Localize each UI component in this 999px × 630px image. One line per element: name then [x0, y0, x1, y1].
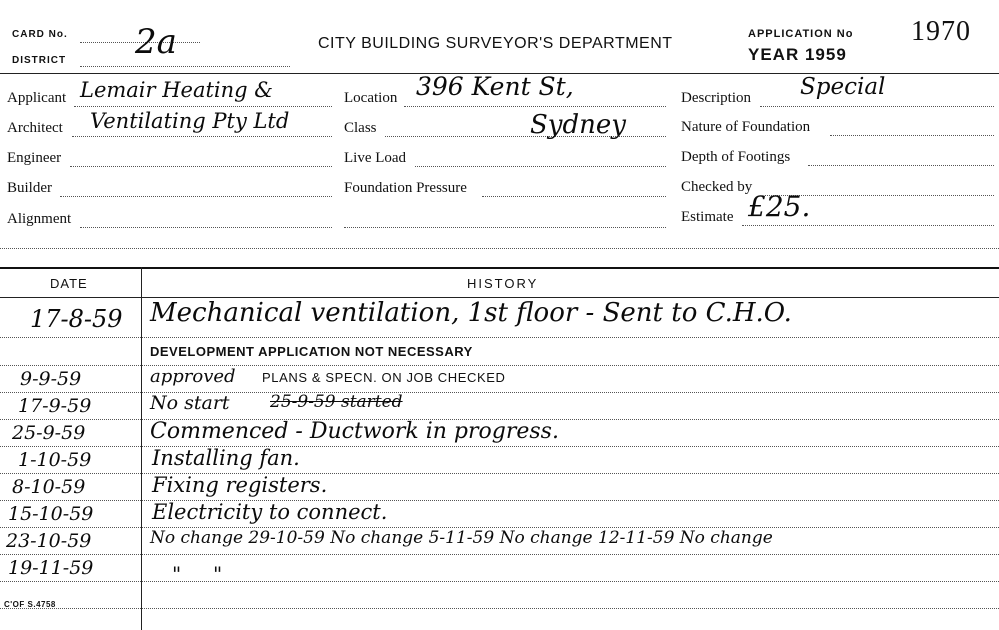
alignment-line	[80, 227, 332, 228]
fields-bottom-dotted	[0, 248, 999, 249]
class-value: Sydney	[530, 110, 626, 140]
foundation-pressure-line	[482, 196, 666, 197]
depth-of-footings-line	[808, 165, 994, 166]
history-entry: No start	[150, 392, 230, 414]
engineer-label: Engineer	[7, 150, 62, 166]
struck-entry: 25-9-59 started	[270, 392, 403, 412]
column2-blank-line	[344, 227, 666, 228]
history-line	[0, 554, 999, 555]
history-date: 15-10-59	[8, 503, 94, 525]
history-date: 9-9-59	[20, 368, 82, 390]
estimate-label: Estimate	[681, 209, 734, 225]
district-line	[80, 66, 290, 67]
alignment-label: Alignment	[7, 211, 72, 227]
history-entry: Installing fan.	[152, 446, 300, 470]
description-label: Description	[681, 90, 751, 106]
builder-label: Builder	[7, 180, 52, 196]
development-stamp: DEVELOPMENT APPLICATION NOT NECESSARY	[150, 344, 473, 359]
location-line	[404, 106, 666, 107]
history-date: 17-9-59	[18, 395, 92, 417]
nature-of-foundation-line	[830, 135, 994, 136]
applicant-value: Lemair Heating &	[80, 78, 273, 102]
history-entry: Mechanical ventilation, 1st floor - Sent to C.H.O.	[150, 298, 792, 328]
ditto-marks: " "	[172, 562, 223, 586]
history-date: 19-11-59	[8, 557, 94, 579]
description-line	[760, 106, 994, 107]
applicant-line	[74, 106, 332, 107]
department-title: CITY BUILDING SURVEYOR'S DEPARTMENT	[318, 35, 673, 52]
foundation-pressure-label: Foundation Pressure	[344, 180, 467, 196]
live-load-label: Live Load	[344, 150, 407, 166]
history-line	[0, 473, 999, 474]
history-date: 17-8-59	[30, 305, 123, 333]
district-label: DISTRICT	[12, 55, 67, 66]
history-entry: No change 29-10-59 No change 5-11-59 No change 12-11-59 No change	[150, 528, 773, 548]
district-value: 2a	[135, 22, 177, 62]
form-code: C'OF S.4758	[4, 600, 56, 609]
location-value: 396 Kent St,	[416, 72, 574, 101]
date-column-divider	[141, 267, 142, 630]
history-line	[0, 581, 999, 582]
history-entry: Electricity to connect.	[152, 500, 388, 524]
application-no-label: APPLICATION No	[748, 28, 854, 40]
date-header: DATE	[50, 276, 88, 291]
checked-by-label: Checked by	[681, 179, 753, 195]
estimate-value: £25.	[748, 190, 811, 223]
history-date: 23-10-59	[6, 530, 92, 552]
history-date: 8-10-59	[12, 476, 86, 498]
nature-of-foundation-label: Nature of Foundation	[681, 119, 811, 135]
class-label: Class	[344, 120, 377, 136]
history-entry: Fixing registers.	[152, 473, 328, 497]
applicant-label: Applicant	[7, 90, 67, 106]
application-no-value: 1970	[911, 16, 971, 47]
engineer-line	[70, 166, 332, 167]
history-entry: Commenced - Ductwork in progress.	[150, 419, 559, 444]
plans-checked-stamp: PLANS & SPECN. ON JOB CHECKED	[262, 370, 506, 385]
description-value: Special	[800, 74, 886, 100]
live-load-line	[415, 166, 666, 167]
history-line	[0, 446, 999, 447]
location-label: Location	[344, 90, 398, 106]
history-line	[0, 500, 999, 501]
history-date: 1-10-59	[18, 449, 92, 471]
history-entry: approved	[150, 366, 236, 387]
architect-label: Architect	[7, 120, 63, 136]
history-line	[0, 608, 999, 609]
architect-value: Ventilating Pty Ltd	[90, 109, 290, 133]
builder-line	[60, 196, 332, 197]
architect-line	[72, 136, 332, 137]
history-date: 25-9-59	[12, 422, 86, 444]
card-no-label: CARD No.	[12, 29, 68, 40]
history-top-rule	[0, 267, 999, 269]
estimate-line	[742, 225, 994, 226]
history-header: HISTORY	[467, 276, 539, 291]
depth-of-footings-label: Depth of Footings	[681, 149, 791, 165]
year-label: YEAR 1959	[748, 45, 847, 64]
history-line	[0, 337, 999, 338]
